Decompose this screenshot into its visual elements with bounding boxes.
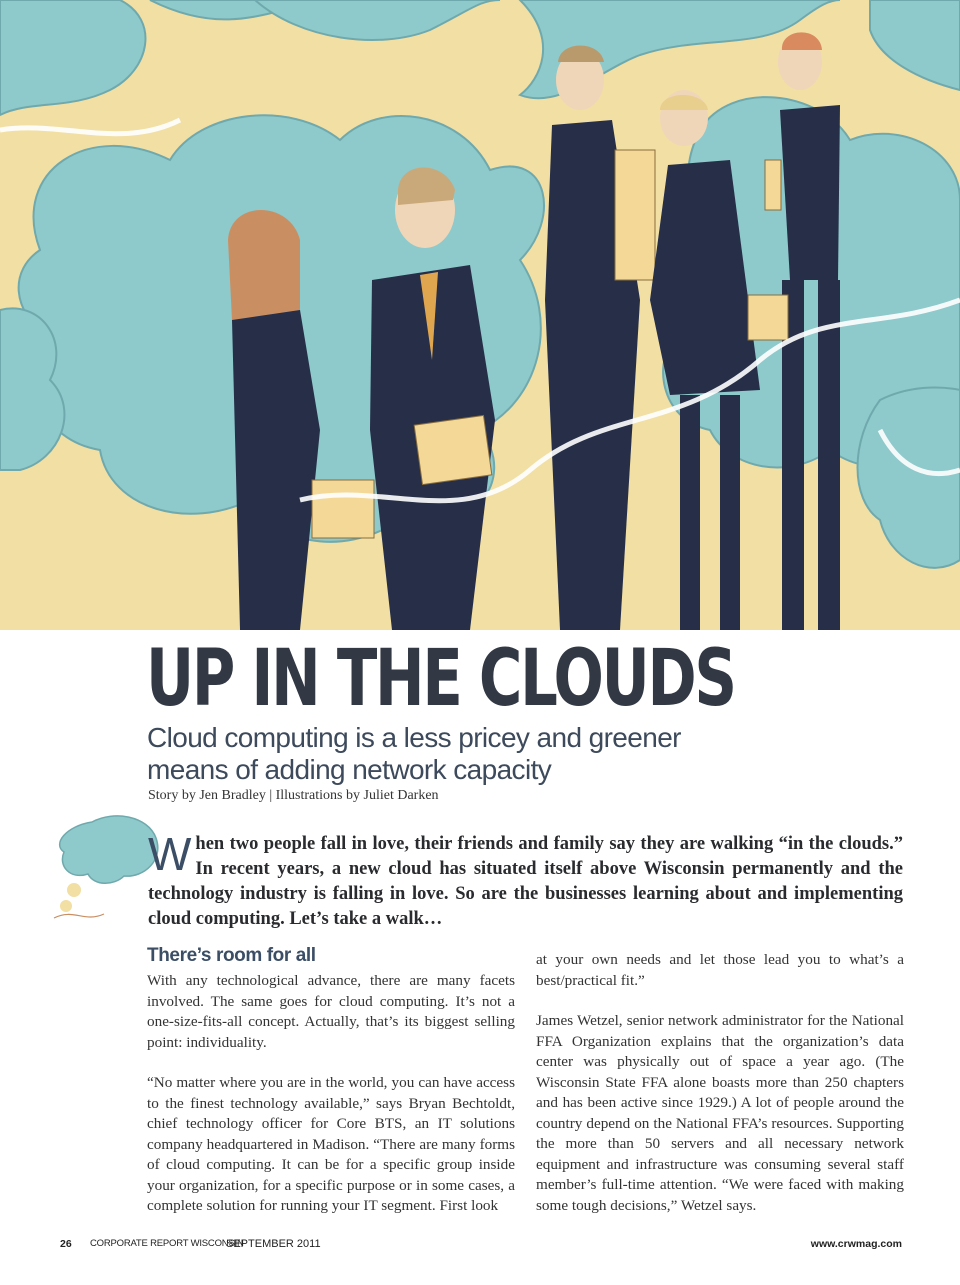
article-subtitle — [147, 722, 681, 786]
small-cloud-illustration — [44, 808, 162, 926]
page-number: 26 — [60, 1238, 72, 1250]
website-url: www.crwmag.com — [810, 1238, 902, 1250]
publication-name: CORPORATE REPORT WISCONSIN — [90, 1238, 244, 1249]
body-paragraph: James Wetzel, senior network administrator for the National FFA Organization explains that the organization’s data center was physically out of space a year ago. (The Wisconsin State FFA alone boasts more than 250 chapters and has been active since 1929.) A lot of people around the country depend on the National FFA’s resources. Supporting the more than 50 servers and all necessary network equipment and infrastructure was consuming several staff member’s full-time attention. “We were faced with making some tough decisions,” Wetzel says. — [536, 1012, 904, 1214]
body-paragraph: at your own needs and let those lead you to what’s a best/practical fit.” — [536, 951, 904, 989]
cloud-illustration — [0, 0, 960, 630]
intro-text: hen two people fall in love, their friends and family say they are walking “in the clouds.” In recent years, a new cloud has situated itself above Wisconsin permanently and the technology industry is falling in love. So are the businesses learning about and implementing cloud computing. Let’s take a walk… — [148, 834, 903, 929]
right-column — [536, 950, 904, 1236]
issue-date: SEPTEMBER 2011 — [226, 1238, 321, 1250]
subtitle-line-1: Cloud computing is a less pricey and greener — [147, 722, 681, 753]
body-paragraph: With any technological advance, there are many facets involved. The same goes for cloud computing. It’s not a one-size-fits-all concept. Actually, that’s its biggest selling point: individuality. — [147, 972, 515, 1051]
section-heading: There’s room for all — [147, 945, 316, 966]
article-title: UP IN THE CLOUDS — [146, 634, 735, 724]
left-column — [147, 944, 515, 1237]
byline: Story by Jen Bradley | Illustrations by Juliet Darken — [148, 788, 439, 803]
drop-cap: W — [148, 828, 192, 880]
intro-paragraph — [148, 828, 903, 932]
body-paragraph: “No matter where you are in the world, you can have access to the finest technology available,” says Bryan Bechtoldt, chief technology officer for Core BTS, an IT solutions company headquartered in Madison. “There are many forms of cloud computing. It can be for a specific group inside your organization, for a specific purpose or in some cases, a complete solution for running your IT segment. First look — [147, 1074, 515, 1214]
subtitle-line-2: means of adding network capacity — [147, 754, 552, 785]
